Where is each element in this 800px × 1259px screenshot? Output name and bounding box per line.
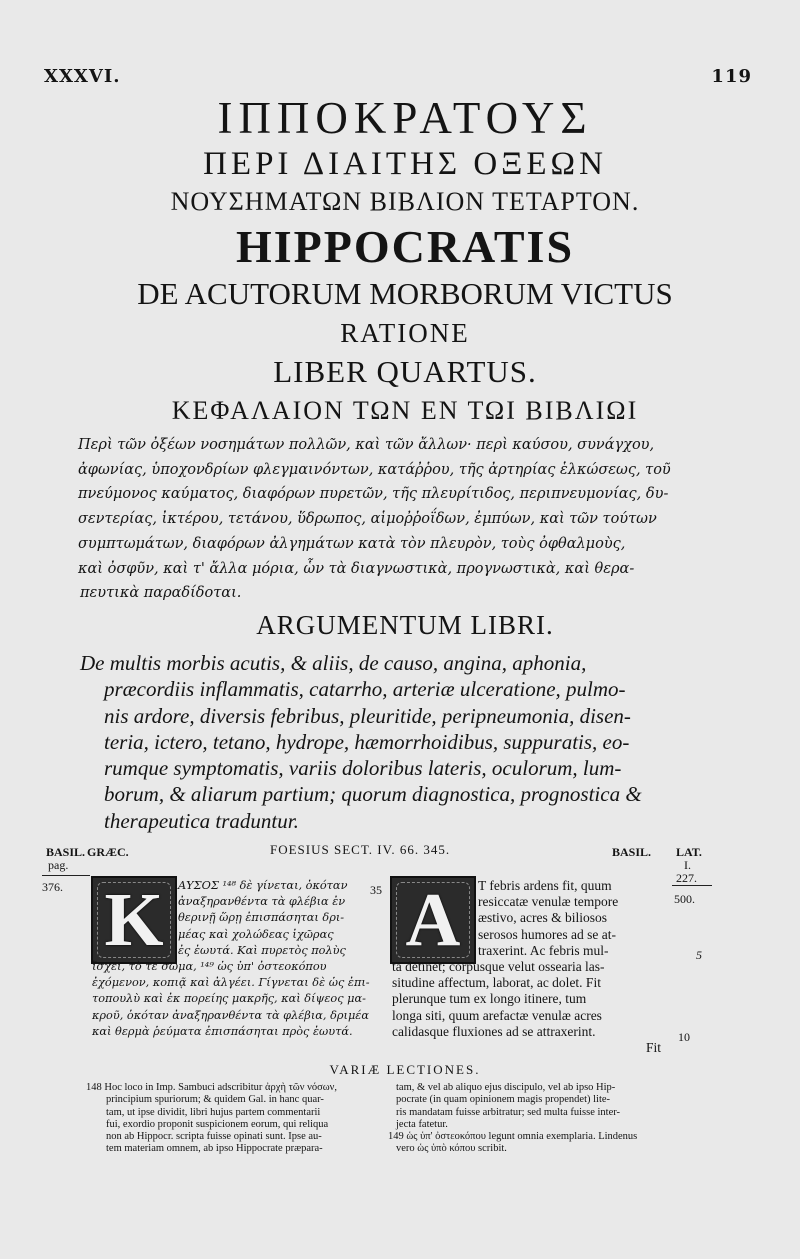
- greek-column-line: θερινῇ ὥρῃ ἐπισπάσηται δρι-: [178, 911, 345, 925]
- latin-column-line: ta detinet; corpusque velut ossearia las-: [392, 959, 605, 974]
- latin-column-line: serosos humores ad se at-: [478, 926, 616, 942]
- greek-subtitle-1: ΠΕΡΙ ΔΙΑΙΤΗΣ ΟΞΕΩΝ: [203, 146, 607, 182]
- greek-title: ΙΠΠΟΚΡΑΤΟΥΣ: [217, 93, 593, 143]
- latin-column-line: T febris ardens fit, quum: [478, 878, 612, 893]
- argument-line: borum, & aliarum partium; quorum diagnostica, prognostica &: [104, 782, 642, 807]
- greek-column-line: καὶ θερμὰ ῥεύματα ἐπισπάσηται πρὸς ἑωυτά.: [92, 1024, 353, 1038]
- greek-contents-line: συμπτωμάτων, διαφόρων ἀλγημάτων κατὰ τὸν πλευρὸν, τοὺς ὀφθαλμοὺς,: [78, 535, 626, 552]
- lat-number: I.: [684, 858, 691, 872]
- greek-contents: [78, 433, 734, 606]
- book-page: [40, 40, 770, 1230]
- latin-column-line: æstivo, acres & biliosos: [478, 910, 607, 926]
- greek-column-line: ἀναξηρανθέντα τὰ φλέβια ἐν: [178, 895, 346, 909]
- latin-column-top: [478, 878, 668, 959]
- basil-page-376: 376.: [42, 880, 63, 894]
- latin-column-line: plerunque tum ex longo itinere, tum: [392, 991, 587, 1007]
- variae-line: vero ὡς ὑπὸ κόπου scribit.: [396, 1143, 507, 1155]
- greek-subtitle-2: ΝΟΥΣΗΜΑΤΩΝ ΒΙΒΛΙΟΝ ΤΕΤΑΡΤΟΝ.: [170, 187, 640, 216]
- greek-column-line: μέας καὶ χολώδεας ἰχῶρας: [178, 927, 334, 941]
- greek-column-line: ΑΥΣΟΣ ¹⁴⁸ δὲ γίνεται, ὁκόταν: [178, 879, 348, 892]
- line-number-35: 35: [370, 883, 382, 897]
- argument-line: rumque symptomatis, variis doloribus lateris, oculorum, lum-: [104, 756, 622, 781]
- argument-line: therapeutica traduntur.: [104, 808, 299, 833]
- latin-column-line: traxerint. Ac febris mul-: [478, 942, 609, 958]
- variae-line: 148 Hoc loco in Imp. Sambuci adscribitur ἀρχὴ τῶν νόσων,: [86, 1082, 338, 1093]
- argument-text: [80, 650, 740, 834]
- argument-line: teria, ictero, tetano, hydrope, hæmorrhoidibus, suppuratis, eo-: [104, 729, 630, 754]
- margin-rule-right: [672, 885, 712, 886]
- greek-contents-line: σεντερίας, ἰκτέρου, τετάνου, ὕδρωπος, αἱμοῤῥοΐδων, ἐμπύων, καὶ τῶν τούτων: [78, 511, 657, 528]
- lat-page-500: 500.: [674, 892, 695, 906]
- greek-column-line: κροῦ, ὁκόταν ἀναξηρανθέντα τὰ φλέβια, δριμέα: [92, 1008, 369, 1022]
- latin-subtitle-1: DE ACUTORUM MORBORUM VICTUS: [137, 276, 673, 311]
- greek-contents-line: ἀφωνίας, ὑποχονδρίων φλεγμαινόντων, κατάῤῥου, τῆς ἀρτηρίας ἑλκώσεως, τοῦ: [78, 461, 671, 478]
- graec-label: GRÆC.: [87, 845, 129, 859]
- latin-column-line: resiccatæ venulæ tempore: [478, 894, 619, 910]
- variae-line: fui, exordio proponit suspicionem eorum, qui reliqua: [106, 1118, 329, 1130]
- greek-column-line: τοπουλὺ καὶ ἐκ πορείης μακρῆς, καὶ δίψεος μα-: [92, 992, 366, 1006]
- variae-left-column: [86, 1082, 372, 1156]
- greek-column-line: ἴσχει, τὸ τε σῶμα, ¹⁴⁹ ὡς ὑπ' ὀστεοκόπου: [92, 960, 327, 973]
- variae-right-column: [388, 1082, 678, 1156]
- greek-column-top: [178, 878, 368, 959]
- line-number-5: 5: [696, 948, 702, 962]
- greek-contents-line: καὶ ὀσφῦν, καὶ τ' ἄλλα μόρια, ὧν τὰ διαγνωστικὰ, προγνωστικὰ, καὶ θερα-: [78, 560, 635, 577]
- dropcap-letter: Κ: [104, 877, 164, 962]
- variae-line: tam, ut ipse dividit, libri hujus partem commentarii: [106, 1106, 321, 1118]
- latin-dropcap: [390, 876, 476, 964]
- argument-title: ARGUMENTUM LIBRI.: [256, 610, 554, 640]
- basil-label-left: BASIL.: [46, 845, 86, 859]
- greek-contents-line: Περὶ τῶν ὀξέων νοσημάτων πολλῶν, καὶ τῶν ἄλλων· περὶ καύσου, συνάγχου,: [78, 437, 655, 453]
- argument-line: De multis morbis acutis, & aliis, de causo, angina, aphonia,: [80, 651, 587, 675]
- latin-title: HIPPOCRATIS: [235, 221, 575, 272]
- line-number-10: 10: [678, 1030, 690, 1044]
- argument-line: nis ardore, diversis febribus, pleuritide, peripneumonia, disen-: [104, 703, 631, 728]
- latin-subtitle-3: LIBER QUARTUS.: [273, 354, 537, 389]
- foesius-reference: FOESIUS SECT. IV. 66. 345.: [270, 842, 451, 857]
- greek-column-line: ἐς ἑωυτά. Καὶ πυρετὸς πολὺς: [178, 943, 346, 957]
- latin-column-line: calidasque fluxiones ad se attraxerint.: [392, 1023, 596, 1039]
- greek-column-line: ἐχόμενον, κοπιᾷ καὶ ἀλγέει. Γίγνεται δὲ ὡς ἐπι-: [92, 976, 370, 990]
- variae-line: pocrate (in quam opinionem magis propendet) lite-: [396, 1094, 611, 1106]
- lat-page-227: 227.: [676, 871, 697, 885]
- variae-line: jecta fatetur.: [396, 1118, 448, 1130]
- variae-line: 149 ὡς ὑπ' ὀστεοκόπου legunt omnia exemplaria. Lindenus: [388, 1131, 638, 1143]
- latin-subtitle-2: RATIONE: [340, 318, 470, 348]
- argument-line: præcordiis inflammatis, catarrho, arteriæ ulceratione, pulmo-: [104, 677, 626, 702]
- variae-line: tam, & vel ab aliquo ejus discipulo, vel ab ipso Hip-: [396, 1082, 616, 1093]
- dropcap-letter: A: [405, 877, 461, 962]
- greek-contents-line: πευτικὰ παραδίδοται.: [80, 585, 242, 602]
- latin-column-line: situdine affectum, laborat, ac dolet. Fit: [392, 975, 601, 991]
- catchword: Fit: [646, 1040, 662, 1055]
- page-signature: XXXVI.: [44, 66, 121, 87]
- variae-line: principium spuriorum; & quidem Gal. in hanc quar-: [106, 1094, 324, 1106]
- greek-contents-line: πνεύμονος καύματος, διαφόρων πυρετῶν, τῆς πλευρίτιδος, περιπνευμονίας, δυ-: [78, 486, 669, 503]
- margin-rule-left: [42, 875, 90, 876]
- greek-dropcap: [91, 876, 177, 964]
- greek-column-bottom: [92, 959, 368, 1040]
- variae-lectiones-title: VARIÆ LECTIONES.: [329, 1062, 481, 1077]
- latin-column-line: longa siti, quum arefactæ venulæ acres: [392, 1007, 602, 1023]
- page-number: 119: [711, 66, 752, 87]
- lat-label: LAT.: [676, 845, 702, 859]
- variae-line: tem materiam omnem, ab ipso Hippocrate præpara-: [106, 1143, 323, 1155]
- variae-line: ris mandatam fuisse arbitratur; sed multa fuisse inter-: [396, 1106, 621, 1118]
- pag-label: pag.: [48, 858, 69, 872]
- basil-label-right: BASIL.: [612, 845, 652, 859]
- chapter-heading: ΚΕΦΑΛΑΙΟΝ ΤΩΝ ΕΝ ΤΩΙ ΒΙΒΛΙΩΙ: [171, 396, 639, 425]
- latin-column-bottom: [392, 959, 668, 1040]
- variae-line: non ab Hippocr. scripta fuisse opinati sunt. Ipse au-: [106, 1131, 322, 1143]
